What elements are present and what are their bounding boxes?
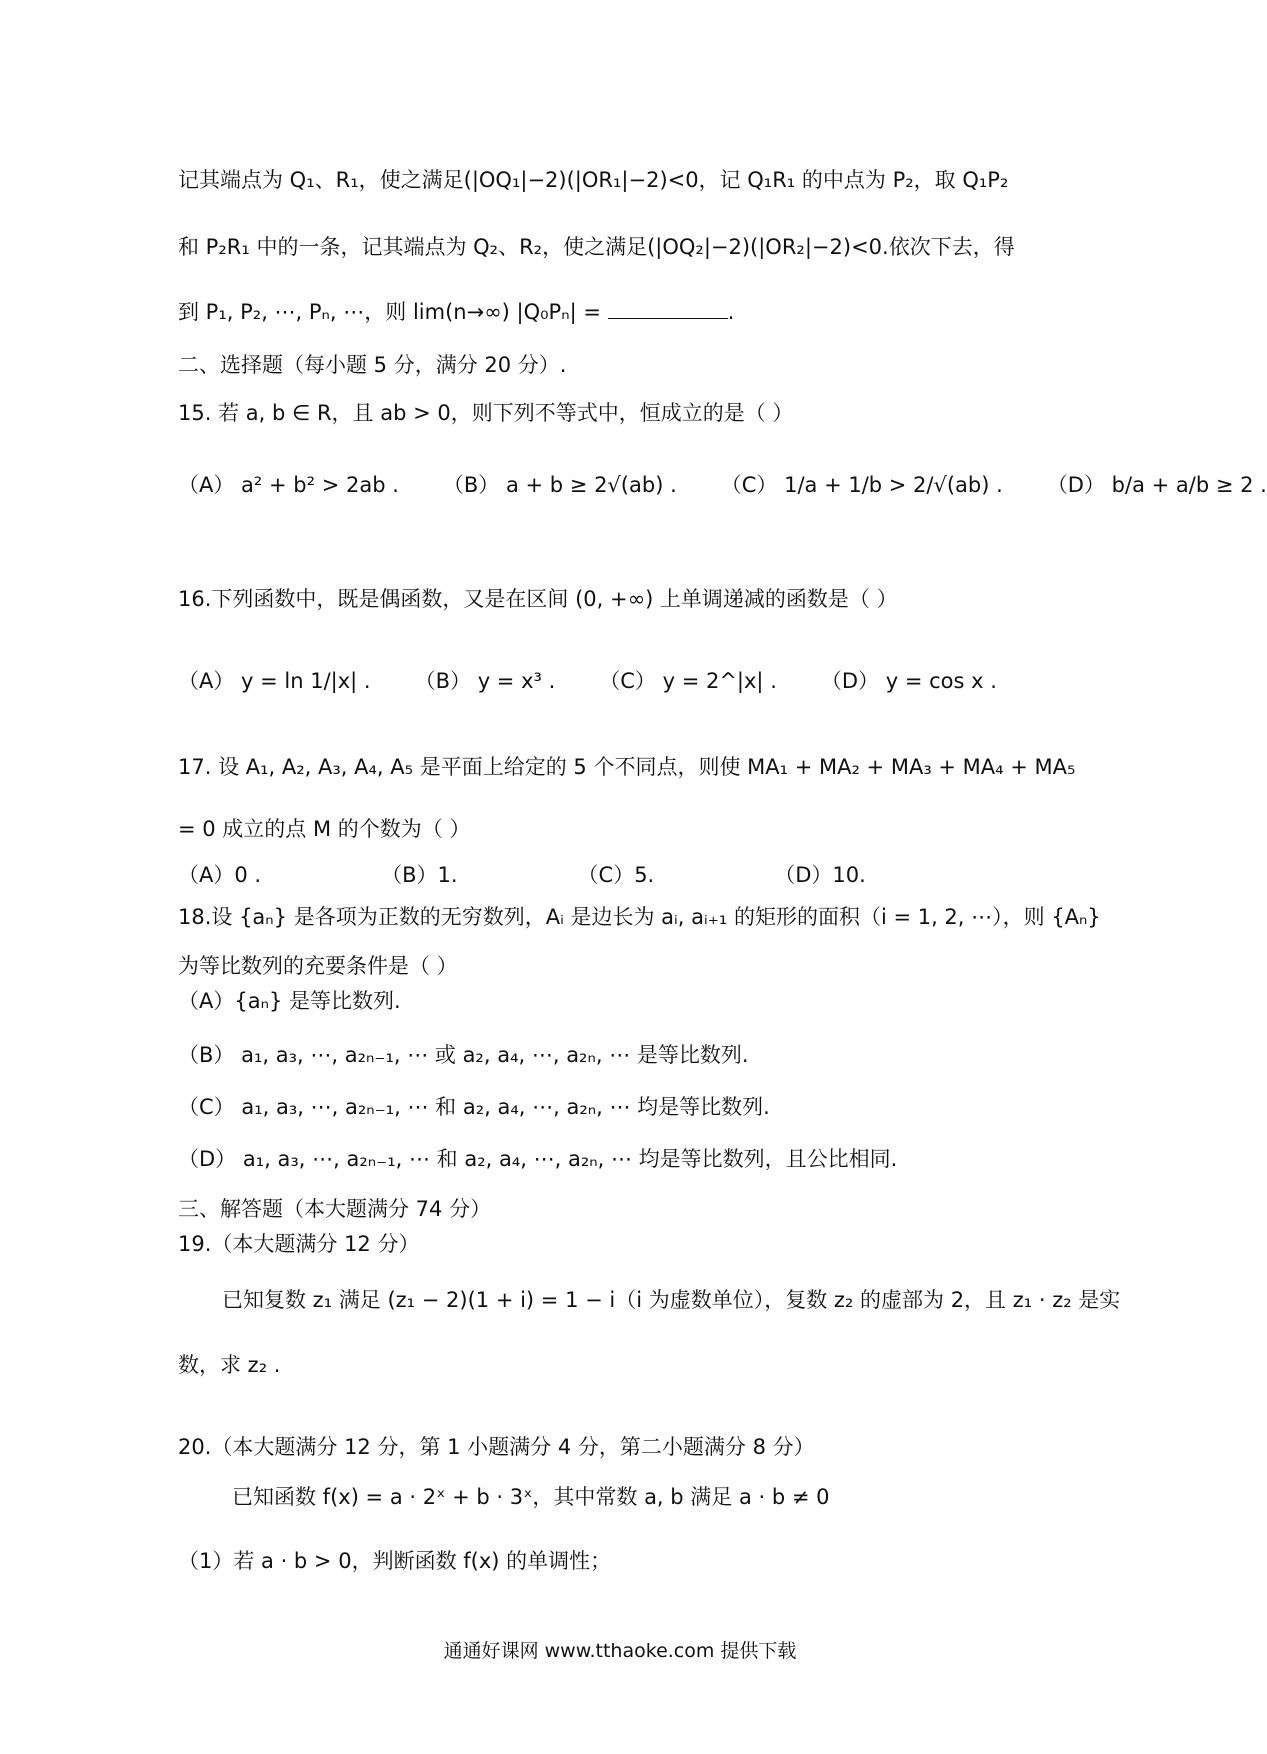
question-16: 16.下列函数中，既是偶函数，又是在区间 (0, +∞) 上单调递减的函数是（ ） — [178, 587, 898, 611]
option-d: （D）10. — [774, 863, 866, 887]
option-c: （C） y = 2^|x| . — [599, 669, 777, 693]
option-d: （D） b/a + a/b ≥ 2 . — [1046, 473, 1267, 497]
section-heading: 二、选择题（每小题 5 分，满分 20 分）. — [178, 353, 567, 377]
q16-options — [178, 666, 1140, 696]
question-18-cont: 为等比数列的充要条件是（ ） — [178, 954, 458, 978]
option-a: （A）0 . — [178, 863, 262, 887]
q18-option-d: （D） a₁, a₃, ⋯, a₂ₙ₋₁, ⋯ 和 a₂, a₄, ⋯, a₂ₙ, ⋯ 均是等比数列，且公比相同. — [178, 1147, 898, 1171]
answer-blank — [608, 298, 728, 319]
question-20-part-1: （1）若 a · b > 0，判断函数 f(x) 的单调性； — [178, 1549, 612, 1573]
option-b: （B）1. — [381, 863, 458, 887]
option-c: （C） 1/a + 1/b > 2/√(ab) . — [720, 473, 1003, 497]
question-20-title: 20.（本大题满分 12 分，第 1 小题满分 4 分，第二小题满分 8 分） — [178, 1435, 815, 1459]
q18-option-c: （C） a₁, a₃, ⋯, a₂ₙ₋₁, ⋯ 和 a₂, a₄, ⋯, a₂ₙ, ⋯ 均是等比数列. — [178, 1095, 770, 1119]
text-line: 记其端点为 Q₁、R₁，使之满足(|OQ₁|−2)(|OR₁|−2)<0，记 Q₁R₁ 的中点为 P₂，取 Q₁P₂ — [178, 168, 1009, 192]
option-c: （C）5. — [577, 863, 655, 887]
text-line: 到 P₁, P₂, ⋯, Pₙ, ⋯，则 lim(n→∞) |Q₀Pₙ| = . — [178, 300, 735, 324]
option-b: （B） a + b ≥ 2√(ab) . — [442, 473, 677, 497]
option-d: （D） y = cos x . — [820, 669, 997, 693]
section-heading: 三、解答题（本大题满分 74 分） — [178, 1197, 492, 1221]
option-a: （A） a² + b² > 2ab . — [178, 473, 399, 497]
question-19-title: 19.（本大题满分 12 分） — [178, 1232, 420, 1256]
q18-option-a: （A）{aₙ} 是等比数列. — [178, 989, 401, 1013]
text-line: 和 P₂R₁ 中的一条，记其端点为 Q₂、R₂，使之满足(|OQ₂|−2)(|OR₂|−2)<0.依次下去，得 — [178, 235, 1015, 259]
q15-options — [178, 470, 1267, 500]
limit-expression: 到 P₁, P₂, ⋯, Pₙ, ⋯，则 lim(n→∞) |Q₀Pₙ| = — [178, 300, 601, 324]
footer-credit: 通通好课网 www.tthaoke.com 提供下载 — [443, 1640, 797, 1662]
question-19-body-cont: 数，求 z₂ . — [178, 1353, 281, 1377]
question-15: 15. 若 a, b ∈ R，且 ab > 0，则下列不等式中，恒成立的是（ ） — [178, 401, 794, 425]
question-20-body: 已知函数 f(x) = a · 2ˣ + b · 3ˣ，其中常数 a, b 满足 a · b ≠ 0 — [232, 1485, 830, 1509]
option-a: （A） y = ln 1/|x| . — [178, 669, 371, 693]
question-19-body: 已知复数 z₁ 满足 (z₁ − 2)(1 + i) = 1 − i（i 为虚数单位），复数 z₂ 的虚部为 2，且 z₁ · z₂ 是实 — [222, 1288, 1121, 1312]
q17-options — [178, 860, 1140, 890]
option-b: （B） y = x³ . — [414, 669, 556, 693]
q18-option-b: （B） a₁, a₃, ⋯, a₂ₙ₋₁, ⋯ 或 a₂, a₄, ⋯, a₂ₙ, ⋯ 是等比数列. — [178, 1043, 749, 1067]
question-17: 17. 设 A₁, A₂, A₃, A₄, A₅ 是平面上给定的 5 个不同点，则使 MA₁ + MA₂ + MA₃ + MA₄ + MA₅ — [178, 755, 1076, 779]
question-18: 18.设 {aₙ} 是各项为正数的无穷数列，Aᵢ 是边长为 aᵢ, aᵢ₊₁ 的矩形的面积（i = 1, 2, ⋯），则 {Aₙ} — [178, 905, 1101, 929]
question-17-cont: = 0 成立的点 M 的个数为（ ） — [178, 817, 471, 841]
